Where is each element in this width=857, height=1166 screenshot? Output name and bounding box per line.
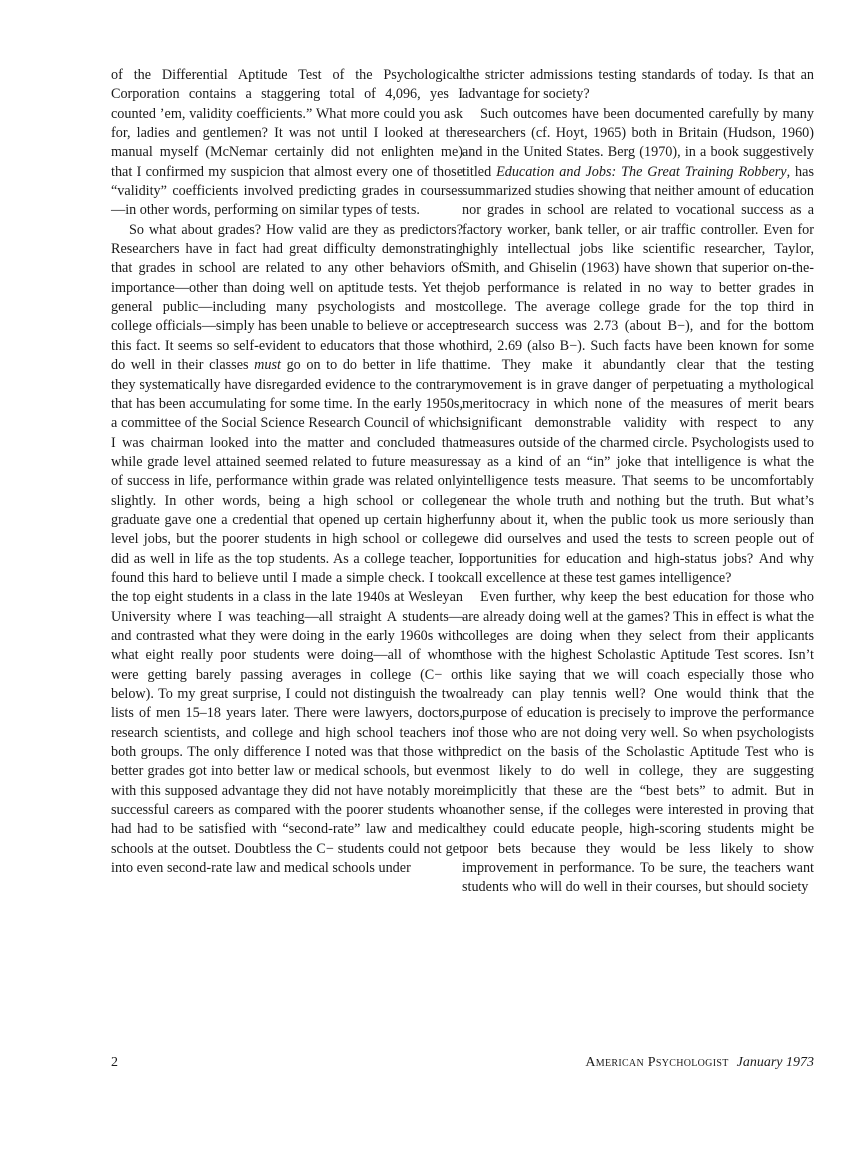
journal-name: American Psychologist — [585, 1055, 729, 1070]
paragraph: Such outcomes have been documented carefully by many researchers (cf. Hoyt, 1965) both in Britain (Hudson, 1960) and in the United States. Berg (1970), in a book suggestively titled Education and Jobs: The Great Training Robbery, has summarized studies showing that neither amount of education nor grades in school are related to vocational success as a factory worker, bank teller, or air traffic controller. Even for highly intellectual jobs like scientific researcher, Taylor, Smith, and Ghiselin (1963) have shown that superior on-the-job performance is related in no way to better grades in college. The average college grade for the top third in research success was 2.73 (about B−), and for the bottom third, 2.69 (also B−). Such facts have been known for some time. They make it abundantly clear that the testing movement is in grave danger of perpetuating a mythological meritocracy in which none of the measures of merit bears significant demonstrable validity with respect to any measures outside of the charmed circle. Psychologists used to say as a kind of an “in” joke that intelligence is what the intelligence tests measure. That seems to be uncomfortably near the whole truth and nothing but the truth. But what’s funny about it, when the public took us more seriously than we did ourselves and used the tests to screen people out of opportunities for education and high-status jobs? And why call excellence at these test games intelligence? — [462, 105, 814, 586]
paragraph: Even further, why keep the best education for those who are already doing well at the games? This in effect is what the colleges are doing when they select from their applicants those with the highest Scholastic Aptitude Test scores. Isn’t this like saying that we will coach especially those who already can play tennis well? One would think that the purpose of education is precisely to improve the performance of those who are not doing very well. So when psychologists predict on the basis of the Scholastic Aptitude Test who is most likely to do well in college, they are suggesting implicitly that these are the “best bets” to admit. But in another sense, if the colleges were interested in proving that they could educate people, high-scoring students might be poor bets because they would be less likely to show improvement in performance. To be sure, the teachers want students who will do well in their courses, but should society — [462, 589, 814, 896]
left-column — [111, 66, 463, 878]
right-column — [462, 66, 814, 898]
page-number: 2 — [111, 1055, 118, 1070]
paragraph: So what about grades? How valid are they as predictors? Researchers have in fact had great difficulty demonstrating that grades in school are related to any other behaviors of importance—other than doing well on aptitude tests. Yet the general public—including many psychologists and most college officials—simply has been unable to believe or accept this fact. It seems so self-evident to educators that those who do well in their classes must go on to do better in life that they systematically have disregarded evidence to the contrary that has been accumulating for some time. In the early 1950s, a committee of the Social Science Research Council of which I was chairman looked into the matter and concluded that while grade level attained seemed related to future measures of success in life, performance within grade was related only slightly. In other words, being a high school or college graduate gave one a credential that opened up certain higher level jobs, but the poorer students in high school or college did as well in life as the top students. As a college teacher, I found this hard to believe until I made a simple check. I took the top eight students in a class in the late 1940s at Wesleyan University where I was teaching—all straight A students—and contrasted what they were doing in the early 1960s with what eight really poor students were doing—all of whom were getting barely passing averages in college (C− or below). To my great surprise, I could not distinguish the two lists of men 15–18 years later. There were lawyers, doctors, research scientists, and college and high school teachers in both groups. The only difference I noted was that those with better grades got into better law or medical schools, but even with this supposed advantage they did not have notably more successful careers as compared with the poorer students who had had to be satisfied with “second-rate” law and medical schools at the outset. Doubtless the C− students could not get into even second-rate law and medical schools under — [111, 221, 464, 877]
page-footer — [111, 1055, 814, 1075]
running-head — [585, 1055, 814, 1071]
paragraph: the stricter admissions testing standards of today. Is that an advantage for society? — [462, 67, 814, 103]
issue-date: January 1973 — [736, 1055, 814, 1070]
paragraph: of the Differential Aptitude Test of the Psychological Corporation contains a staggering total of 4,096, yes I counted ’em, validity coefficients.” What more could you ask for, ladies and gentlemen? It was not until I looked at the manual myself (McNemar certainly did not enlighten me) that I confirmed my suspicion that almost every one of those “validity” coefficients involved predicting grades in courses—in other words, performing on similar types of tests. — [111, 67, 463, 219]
